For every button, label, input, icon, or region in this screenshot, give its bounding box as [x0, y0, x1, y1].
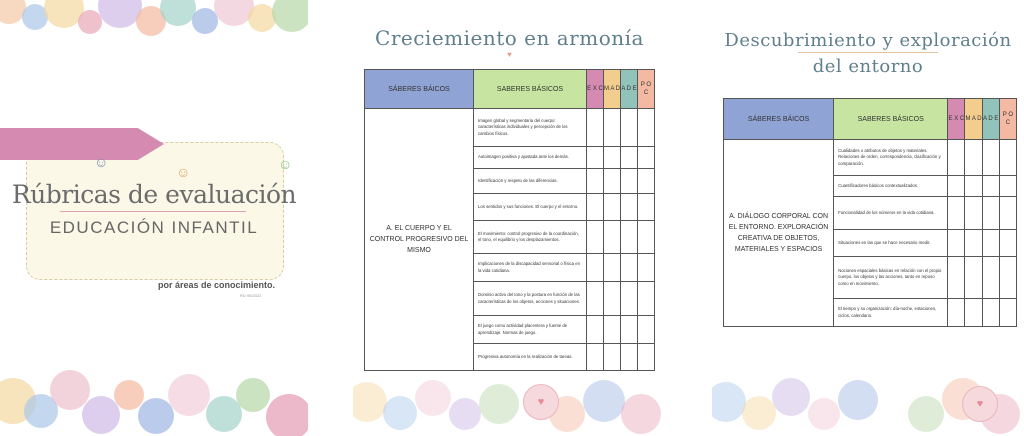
title-divider — [798, 52, 938, 53]
rubric-cell[interactable] — [604, 282, 621, 316]
rubric-cell[interactable] — [948, 230, 965, 257]
rubric-cell[interactable] — [965, 230, 982, 257]
rubric-cell[interactable] — [621, 316, 638, 344]
col-header-mad: M A D — [604, 70, 621, 109]
rubric-cell[interactable] — [982, 257, 999, 299]
heart-icon: ♥ — [976, 398, 984, 410]
rubric-cell[interactable] — [621, 344, 638, 371]
item-text: Situaciones en las que se hace necesario medir. — [834, 230, 948, 257]
rubric-cell[interactable] — [948, 257, 965, 299]
rubric-cell[interactable] — [982, 140, 999, 176]
col-header-exc: E X C — [587, 70, 604, 109]
cover-subtitle: EDUCACIÓN INFANTIL — [49, 218, 259, 237]
rubric-cell[interactable] — [965, 197, 982, 230]
rubric-cell[interactable] — [587, 109, 604, 147]
col-header-saberes-basicos-2: SABERES BÁSICOS — [834, 99, 948, 140]
rubric-cell[interactable] — [982, 230, 999, 257]
rubric-cell[interactable] — [999, 176, 1016, 197]
col-header-saberes-basicos-1: SÁBERES BÁICOS — [365, 70, 474, 109]
rubric-cell[interactable] — [587, 169, 604, 194]
item-text: Implicaciones de la discapacidad sensorial o física en la vida cotidiana. — [474, 254, 587, 282]
watercolor-bubbles-bottom — [353, 376, 666, 436]
children-doodle-icon-3: ☺ — [278, 156, 293, 172]
rubric-cell[interactable] — [604, 109, 621, 147]
item-text: Imagen global y segmentaria del cuerpo: características individuales y percepción de los cambios físicos. — [474, 109, 587, 147]
rubric-cell[interactable] — [587, 194, 604, 221]
rubric-cell[interactable] — [965, 299, 982, 327]
rubric-cell[interactable] — [948, 140, 965, 176]
rubric-cell[interactable] — [638, 254, 655, 282]
watercolor-bubbles-bottom — [0, 360, 308, 436]
table-header-row — [724, 99, 1017, 140]
watercolor-bubbles-top — [0, 0, 308, 52]
rubric-cell[interactable] — [965, 140, 982, 176]
rubric-cell[interactable] — [621, 221, 638, 254]
page-title-line1: Descubrimiento y exploración — [724, 30, 1012, 51]
cover-byline: por áreas de conocimiento. — [158, 280, 276, 290]
cover-title: Rúbricas de evaluación — [11, 180, 297, 209]
heart-seal-logo — [962, 386, 998, 422]
rubric-cell[interactable] — [965, 257, 982, 299]
rubric-cell[interactable] — [621, 194, 638, 221]
page-descubrimiento — [712, 0, 1024, 436]
item-text: El movimiento: control progresivo de la coordinación, el tono, el equilibrio y los desplazamientos. — [474, 221, 587, 254]
item-text: Cuantificadores básicos contextualizados. — [834, 176, 948, 197]
rubric-table — [364, 69, 655, 371]
rubric-cell[interactable] — [638, 109, 655, 147]
rubric-cell[interactable] — [587, 221, 604, 254]
item-text: Funcionalidad de los números en la vida cotidiana. — [834, 197, 948, 230]
item-text: Dominio activo del tono y la postura en función de las características de los objetos, acciones y situaciones. — [474, 282, 587, 316]
rubric-cell[interactable] — [638, 169, 655, 194]
rubric-cell[interactable] — [587, 147, 604, 169]
rubric-cell[interactable] — [621, 282, 638, 316]
rubric-cell[interactable] — [638, 147, 655, 169]
item-text: Los sentidos y sus funciones. El cuerpo y el entorno. — [474, 194, 587, 221]
page-title: Creciemiento en armonía — [375, 26, 644, 50]
title-underline — [60, 211, 246, 212]
rubric-cell[interactable] — [621, 254, 638, 282]
page-crecimiento — [353, 0, 666, 436]
rubric-cell[interactable] — [621, 147, 638, 169]
rubric-cell[interactable] — [982, 299, 999, 327]
rubric-cell[interactable] — [982, 176, 999, 197]
block-label: A. DIÁLOGO CORPORAL CON EL ENTORNO. EXPLORACIÓN CREATIVA DE OBJETOS, MATERIALES Y ESPACIOS — [724, 140, 834, 327]
rubric-cell[interactable] — [604, 169, 621, 194]
rubric-cell[interactable] — [587, 316, 604, 344]
rubric-cell[interactable] — [982, 197, 999, 230]
page-title-line2: del entorno — [812, 56, 924, 77]
heart-icon: ♥ — [507, 50, 512, 59]
col-header-mad: M A D — [965, 99, 982, 140]
rubric-cell[interactable] — [587, 282, 604, 316]
rubric-cell[interactable] — [604, 147, 621, 169]
rubric-cell[interactable] — [638, 221, 655, 254]
rubric-cell[interactable] — [638, 316, 655, 344]
heart-icon: ♥ — [537, 396, 545, 408]
children-doodle-icon: ☺ — [94, 154, 109, 170]
rubric-cell[interactable] — [999, 299, 1016, 327]
col-header-saberes-basicos-1: SÁBERES BÁICOS — [724, 99, 834, 140]
rubric-cell[interactable] — [948, 197, 965, 230]
item-text: Cualidades o atributos de objetos y materiales. Relaciones de orden, correspondencia, clasificación y comparación. — [834, 140, 948, 176]
table-header-row — [365, 70, 655, 109]
rubric-cell[interactable] — [604, 254, 621, 282]
rubric-table — [723, 98, 1017, 327]
col-header-exc: E X C — [948, 99, 965, 140]
rubric-cell[interactable] — [965, 176, 982, 197]
item-text: El tiempo y su organización: día-noche, estaciones, ciclos, calendario. — [834, 299, 948, 327]
rubric-cell[interactable] — [587, 254, 604, 282]
col-header-poc: P O C — [638, 70, 655, 109]
cover-ref: RD 95/2022 — [240, 293, 262, 298]
rubric-cell[interactable] — [948, 299, 965, 327]
item-text: El juego como actividad placentera y fuente de aprendizaje. Normas de juego. — [474, 316, 587, 344]
rubric-cell[interactable] — [604, 344, 621, 371]
table-row — [365, 109, 655, 147]
rubric-cell[interactable] — [999, 197, 1016, 230]
item-text: Autoimagen positiva y ajustada ante los demás. — [474, 147, 587, 169]
rubric-cell[interactable] — [604, 221, 621, 254]
rubric-cell[interactable] — [604, 194, 621, 221]
rubric-cell[interactable] — [999, 257, 1016, 299]
block-label: A. EL CUERPO Y EL CONTROL PROGRESIVO DEL MISMO — [365, 109, 474, 371]
rubric-cell[interactable] — [587, 344, 604, 371]
col-header-poc: P O C — [999, 99, 1016, 140]
col-header-ade: A D E — [982, 99, 999, 140]
cover-page — [0, 0, 308, 436]
rubric-cell[interactable] — [621, 169, 638, 194]
pink-arrow-tag — [0, 128, 164, 160]
heart-seal-logo — [523, 384, 559, 420]
col-header-ade: A D E — [621, 70, 638, 109]
rubric-cell[interactable] — [638, 282, 655, 316]
rubric-cell[interactable] — [999, 140, 1016, 176]
col-header-saberes-basicos-2: SABERES BÁSICOS — [474, 70, 587, 109]
item-text: Progresiva autonomía en la realización de tareas. — [474, 344, 587, 371]
rubric-cell[interactable] — [604, 316, 621, 344]
children-doodle-icon-2: ☺ — [176, 164, 191, 180]
rubric-cell[interactable] — [999, 230, 1016, 257]
item-text: Nociones espaciales básicas en relación con el propio cuerpo, los objetos y las acciones, tanto en reposo como en movimiento. — [834, 257, 948, 299]
rubric-cell[interactable] — [948, 176, 965, 197]
item-text: Identificación y respeto de las diferencias. — [474, 169, 587, 194]
rubric-cell[interactable] — [621, 109, 638, 147]
rubric-cell[interactable] — [638, 194, 655, 221]
table-row — [724, 140, 1017, 176]
rubric-cell[interactable] — [638, 344, 655, 371]
